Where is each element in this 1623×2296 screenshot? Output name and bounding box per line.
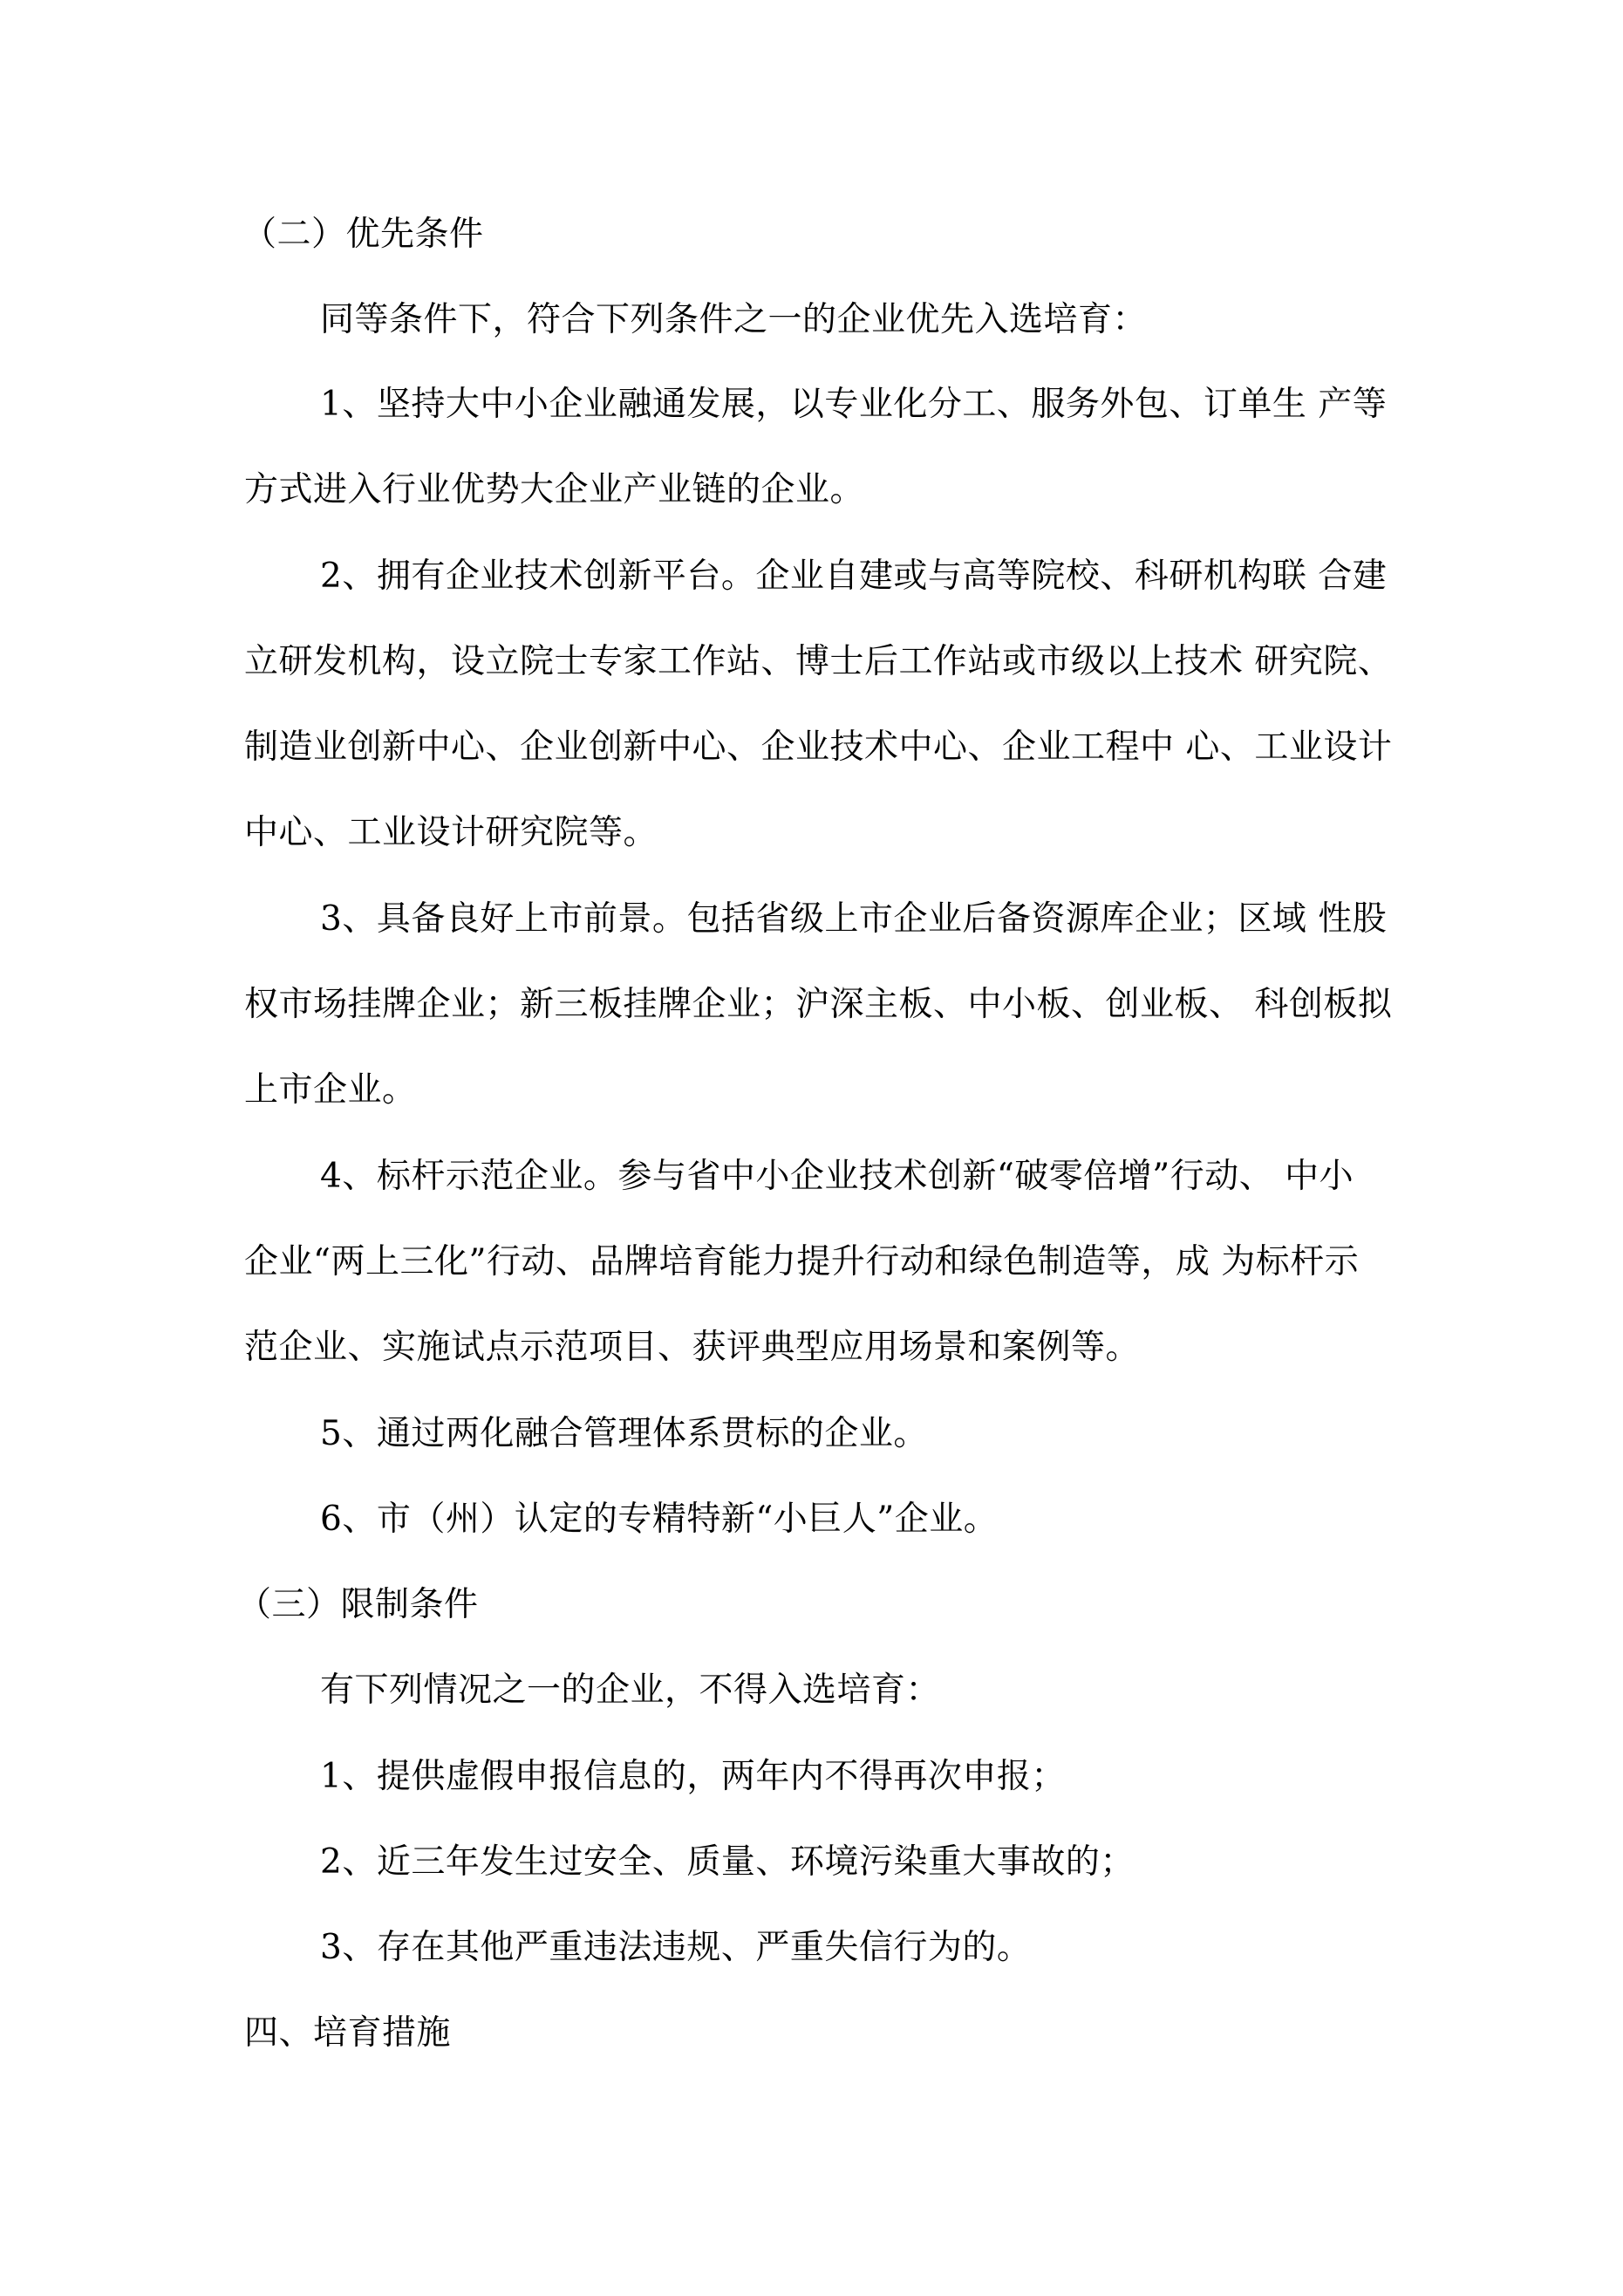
priority-item-3-line-1: 3、具备良好上市前景。包括省级上市企业后备资源库企业；区域 性股 [320, 899, 1388, 939]
restriction-item-1: 1、提供虚假申报信息的，两年内不得再次申报； [320, 1757, 1066, 1796]
priority-item-6: 6、市（州）认定的专精特新“小巨人”企业。 [320, 1500, 999, 1539]
priority-intro: 同等条件下，符合下列条件之一的企业优先入选培育： [320, 300, 1148, 339]
priority-item-3-line-2: 权市场挂牌企业；新三板挂牌企业；沪深主板、中小板、创业板、 科创板拟 [244, 985, 1393, 1024]
priority-item-1-line-2: 方式进入行业优势大企业产业链的企业。 [244, 470, 865, 509]
priority-item-2-line-4: 中心、工业设计研究院等。 [244, 813, 658, 852]
section-heading-restriction: （三）限制条件 [237, 1585, 479, 1624]
priority-item-2-line-3: 制造业创新中心、企业创新中心、企业技术中心、企业工程中 心、工业设计 [244, 728, 1393, 767]
priority-item-1-line-1: 1、坚持大中小企业融通发展，以专业化分工、服务外包、订单生 产等 [320, 385, 1388, 424]
restriction-item-2: 2、近三年发生过安全、质量、环境污染重大事故的； [320, 1842, 1135, 1882]
priority-item-4-line-3: 范企业、实施试点示范项目、获评典型应用场景和案例等。 [244, 1328, 1141, 1367]
priority-item-2-line-2: 立研发机构，设立院士专家工作站、博士后工作站或市级以上技术 研究院、 [244, 642, 1393, 681]
priority-item-3-line-3: 上市企业。 [244, 1070, 417, 1110]
section-heading-measures: 四、培育措施 [244, 2013, 452, 2053]
section-heading-priority: （二）优先条件 [242, 215, 484, 254]
restriction-item-3: 3、存在其他严重违法违规、严重失信行为的。 [320, 1928, 1032, 1967]
priority-item-4-line-2: 企业“两上三化”行动、品牌培育能力提升行动和绿色制造等，成 为标杆示 [244, 1242, 1360, 1281]
priority-item-5: 5、通过两化融合管理体系贯标的企业。 [320, 1414, 928, 1453]
restriction-intro: 有下列情况之一的企业，不得入选培育： [320, 1671, 941, 1710]
priority-item-4-line-1: 4、标杆示范企业。参与省中小企业技术创新“破零倍增”行动、 中小 [320, 1157, 1354, 1196]
priority-item-2-line-1: 2、拥有企业技术创新平台。企业自建或与高等院校、科研机构联 合建 [320, 557, 1388, 596]
